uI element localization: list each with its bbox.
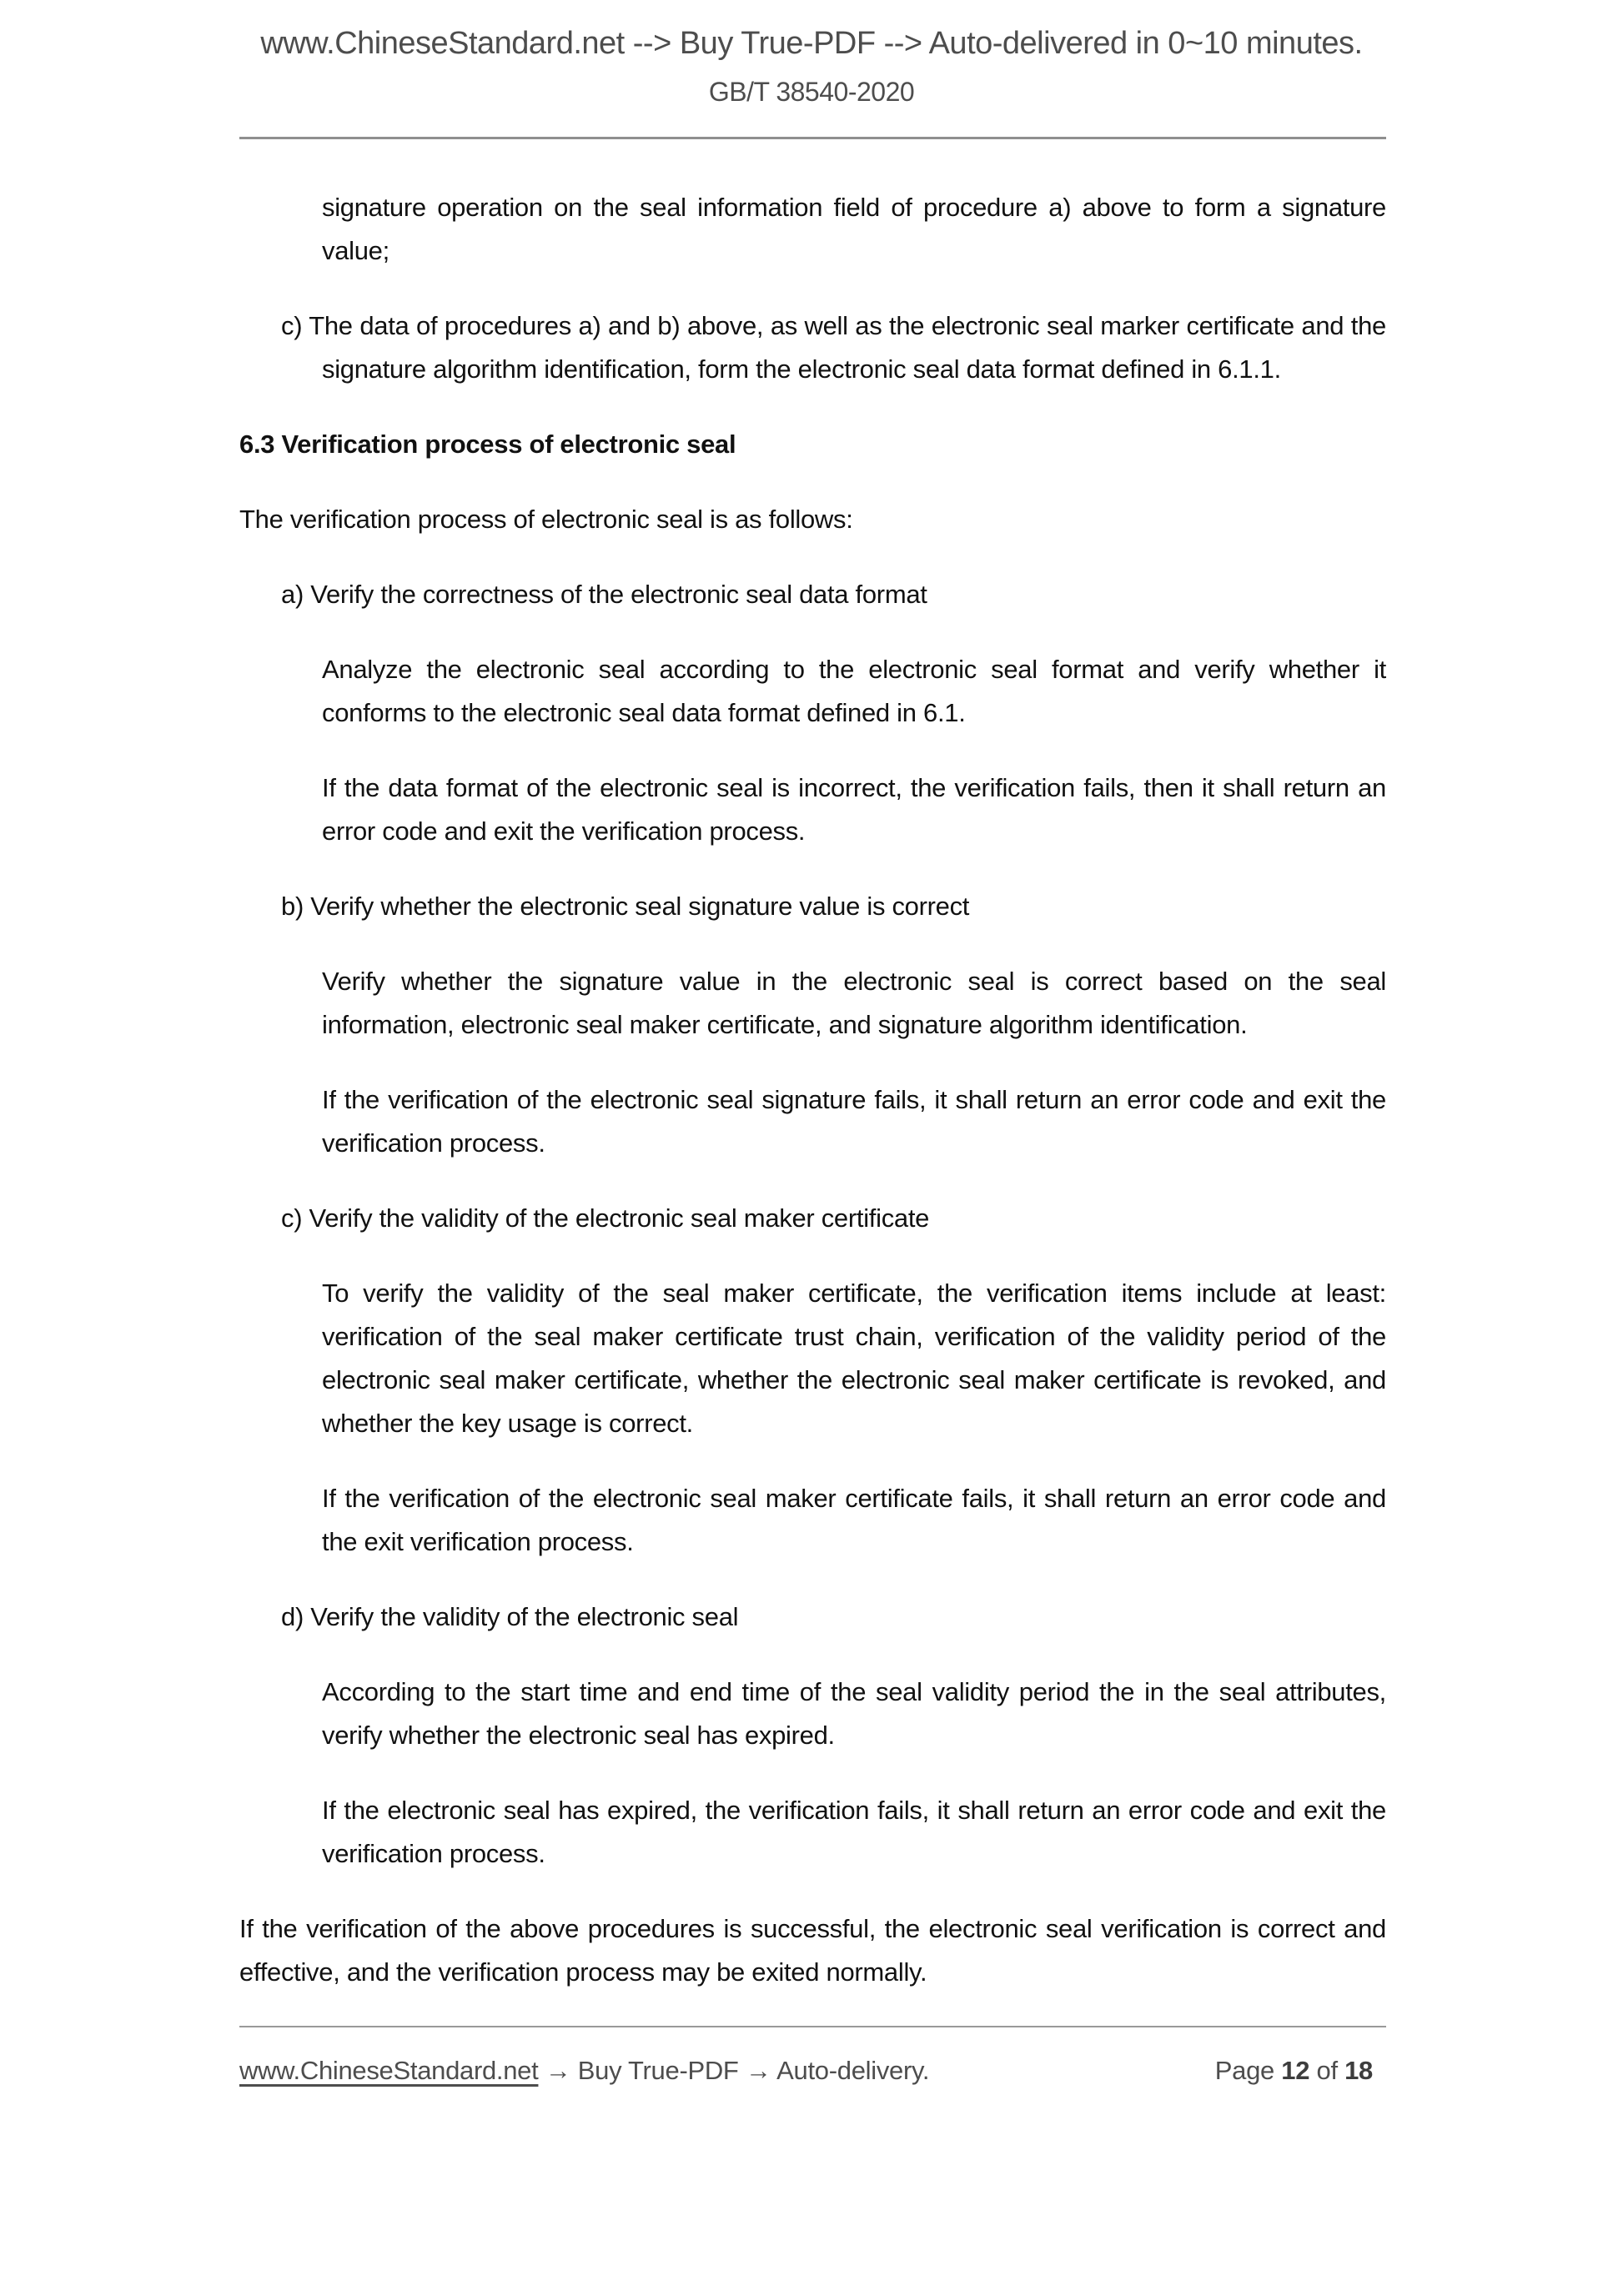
paragraph: The verification process of electronic seal is as follows: (239, 505, 853, 534)
document-body (0, 139, 1623, 1994)
list-item: c) Verify the validity of the electronic seal maker certificate (281, 1203, 930, 1233)
list-item: d) Verify the validity of the electronic seal (281, 1602, 739, 1631)
of-word: of (1316, 2056, 1338, 2085)
total-page-count: 18 (1344, 2056, 1373, 2085)
paragraph: If the verification of the electronic seal maker certificate fails, it shall return an error code and the exit verification process. (322, 1484, 1386, 1556)
page-indicator (1215, 2052, 1373, 2089)
section-heading: 6.3 Verification process of electronic seal (239, 430, 736, 459)
paragraph: To verify the validity of the seal maker certificate, the verification items include at least: verification of the seal maker certificate trust chain, verification of the validity period of the electronic seal maker certificate, whether the electronic seal maker certificate is revoked, and whether the key usage is correct. (322, 1279, 1386, 1438)
page-footer (0, 2027, 1623, 2089)
page-header (0, 0, 1623, 108)
list-item: c) The data of procedures a) and b) above, as well as the electronic seal marker certificate and the signature algorithm identification, form the electronic seal data format defined in 6.1.1. (281, 311, 1386, 384)
header-promo-text: www.ChineseStandard.net --> Buy True-PDF --> Auto-delivered in 0~10 minutes. (260, 26, 1363, 61)
paragraph: If the electronic seal has expired, the verification fails, it shall return an error code and exit the verification process. (322, 1796, 1386, 1868)
paragraph: signature operation on the seal information field of procedure a) above to form a signature value; (322, 193, 1386, 265)
current-page-number: 12 (1281, 2056, 1310, 2085)
page-word: Page (1214, 2056, 1274, 2085)
footer-site-link[interactable]: www.ChineseStandard.net (239, 2056, 539, 2085)
document-number: GB/T 38540-2020 (708, 77, 915, 107)
paragraph: According to the start time and end time of the seal validity period the in the seal attributes, verify whether the electronic seal has expired. (322, 1677, 1386, 1750)
paragraph: Verify whether the signature value in the electronic seal is correct based on the seal information, electronic seal maker certificate, and signature algorithm identification. (322, 967, 1386, 1039)
paragraph: If the verification of the electronic seal signature fails, it shall return an error code and exit the verification process. (322, 1085, 1386, 1158)
paragraph: If the verification of the above procedures is successful, the electronic seal verification is correct and effective, and the verification process may be exited normally. (239, 1914, 1386, 1987)
paragraph: If the data format of the electronic seal is incorrect, the verification fails, then it shall return an error code and exit the verification process. (322, 773, 1386, 846)
footer-delivery-line (239, 2052, 929, 2089)
list-item: b) Verify whether the electronic seal signature value is correct (281, 892, 970, 921)
list-item: a) Verify the correctness of the electronic seal data format (281, 580, 927, 609)
paragraph: Analyze the electronic seal according to the electronic seal format and verify whether it conforms to the electronic seal data format defined in 6.1. (322, 655, 1386, 727)
footer-delivery-note: → Buy True-PDF → Auto-delivery. (545, 2056, 930, 2085)
